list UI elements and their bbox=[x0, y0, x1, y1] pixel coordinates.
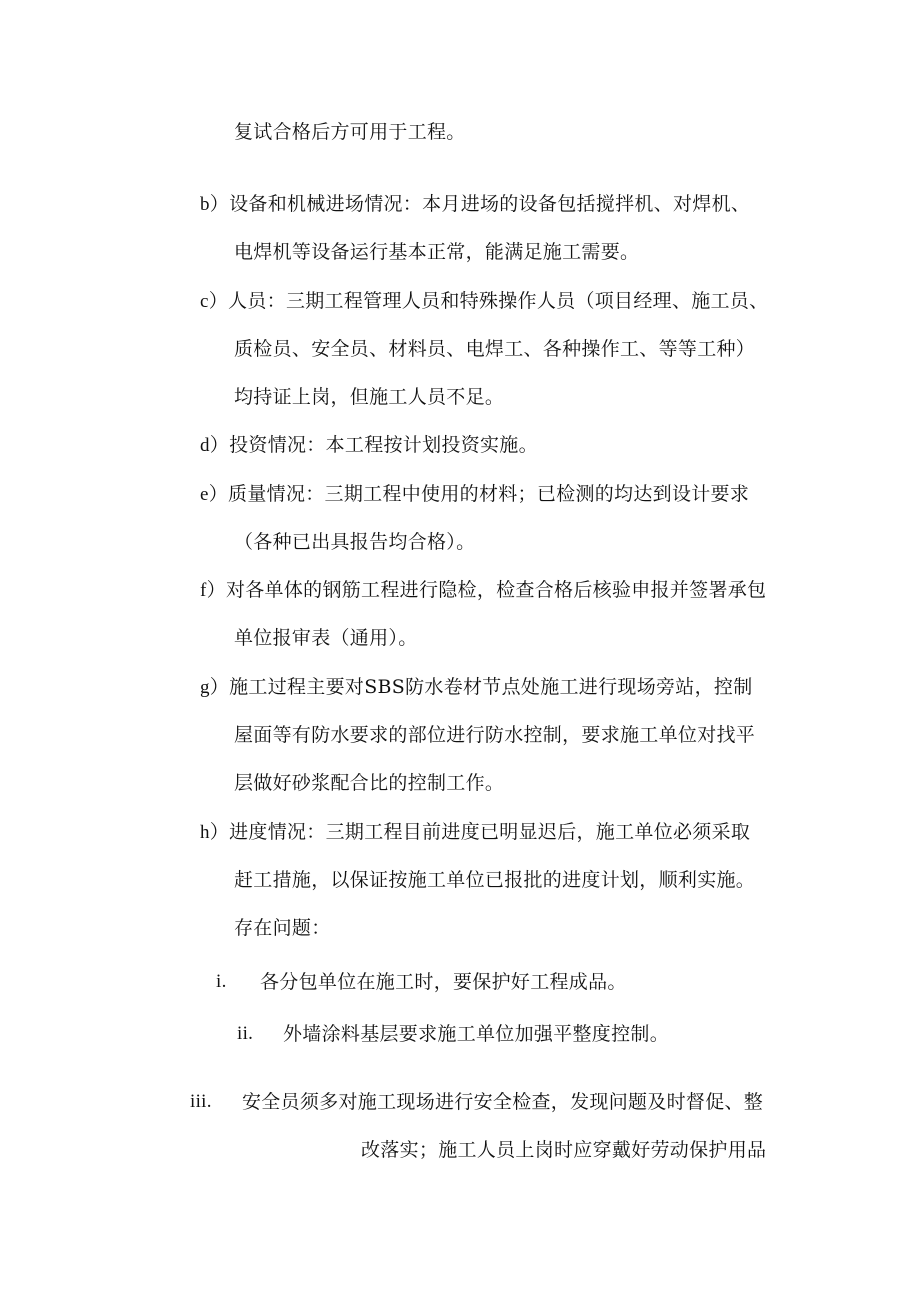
item-b-text: 设备和机械进场情况：本月进场的设备包括搅拌机、对焊机、 bbox=[229, 193, 751, 215]
item-f-marker: f） bbox=[200, 580, 226, 601]
item-d bbox=[200, 433, 538, 458]
problem-i-text: 各分包单位在施工时，要保护好工程成品。 bbox=[260, 971, 627, 993]
item-b-marker: b） bbox=[200, 194, 230, 215]
item-f-text: 对各单体的钢筋工程进行隐检，检查合格后核验申报并签署承包 bbox=[225, 579, 767, 601]
item-h-continuation: 赶工措施，以保证按施工单位已报批的进度计划，顺利实施。 bbox=[234, 869, 756, 891]
item-d-marker: d） bbox=[200, 435, 230, 456]
item-b bbox=[200, 192, 750, 217]
item-c-marker: c） bbox=[200, 291, 229, 312]
problem-i-marker: i. bbox=[216, 971, 227, 992]
item-e bbox=[200, 482, 749, 507]
problem-iii-continuation: 改落实；施工人员上岗时应穿戴好劳动保护用品 bbox=[361, 1139, 767, 1161]
item-f-continuation: 单位报审表（通用）。 bbox=[234, 627, 418, 649]
item-d-text: 投资情况：本工程按计划投资实施。 bbox=[229, 434, 538, 456]
item-f bbox=[200, 578, 766, 603]
problems-heading: 存在问题： bbox=[234, 917, 331, 939]
item-h bbox=[200, 820, 750, 845]
item-e-marker: e） bbox=[200, 484, 229, 505]
item-h-text: 进度情况：三期工程目前进度已明显迟后，施工单位必须采取 bbox=[229, 821, 751, 843]
item-g bbox=[200, 675, 753, 700]
problem-iii-marker: iii. bbox=[190, 1091, 212, 1112]
problem-ii-marker: ii. bbox=[237, 1023, 254, 1044]
continued-text-line: 复试合格后方可用于工程。 bbox=[234, 121, 466, 143]
item-h-marker: h） bbox=[200, 822, 230, 843]
item-c-continuation-2: 均持证上岗，但施工人员不足。 bbox=[234, 386, 505, 408]
problem-ii-text: 外墙涂料基层要求施工单位加强平整度控制。 bbox=[283, 1023, 670, 1045]
item-e-text: 质量情况：三期工程中使用的材料；已检测的均达到设计要求 bbox=[228, 483, 750, 505]
item-b-continuation: 电焊机等设备运行基本正常，能满足施工需要。 bbox=[234, 241, 640, 263]
item-g-continuation-1: 屋面等有防水要求的部位进行防水控制，要求施工单位对找平 bbox=[234, 724, 756, 746]
item-c-continuation-1: 质检员、安全员、材料员、电焊工、各种操作工、等等工种） bbox=[234, 338, 756, 360]
item-g-marker: g） bbox=[200, 677, 230, 698]
item-c bbox=[200, 289, 768, 314]
item-g-continuation-2: 层做好砂浆配合比的控制工作。 bbox=[234, 772, 505, 794]
item-g-text: 施工过程主要对SBS防水卷材节点处施工进行现场旁站，控制 bbox=[229, 676, 753, 698]
item-c-text: 人员：三期工程管理人员和特殊操作人员（项目经理、施工员、 bbox=[228, 290, 769, 312]
item-e-continuation: （各种已出具报告均合格）。 bbox=[234, 531, 476, 553]
problem-iii-text: 安全员须多对施工现场进行安全检查，发现问题及时督促、整 bbox=[242, 1091, 764, 1113]
